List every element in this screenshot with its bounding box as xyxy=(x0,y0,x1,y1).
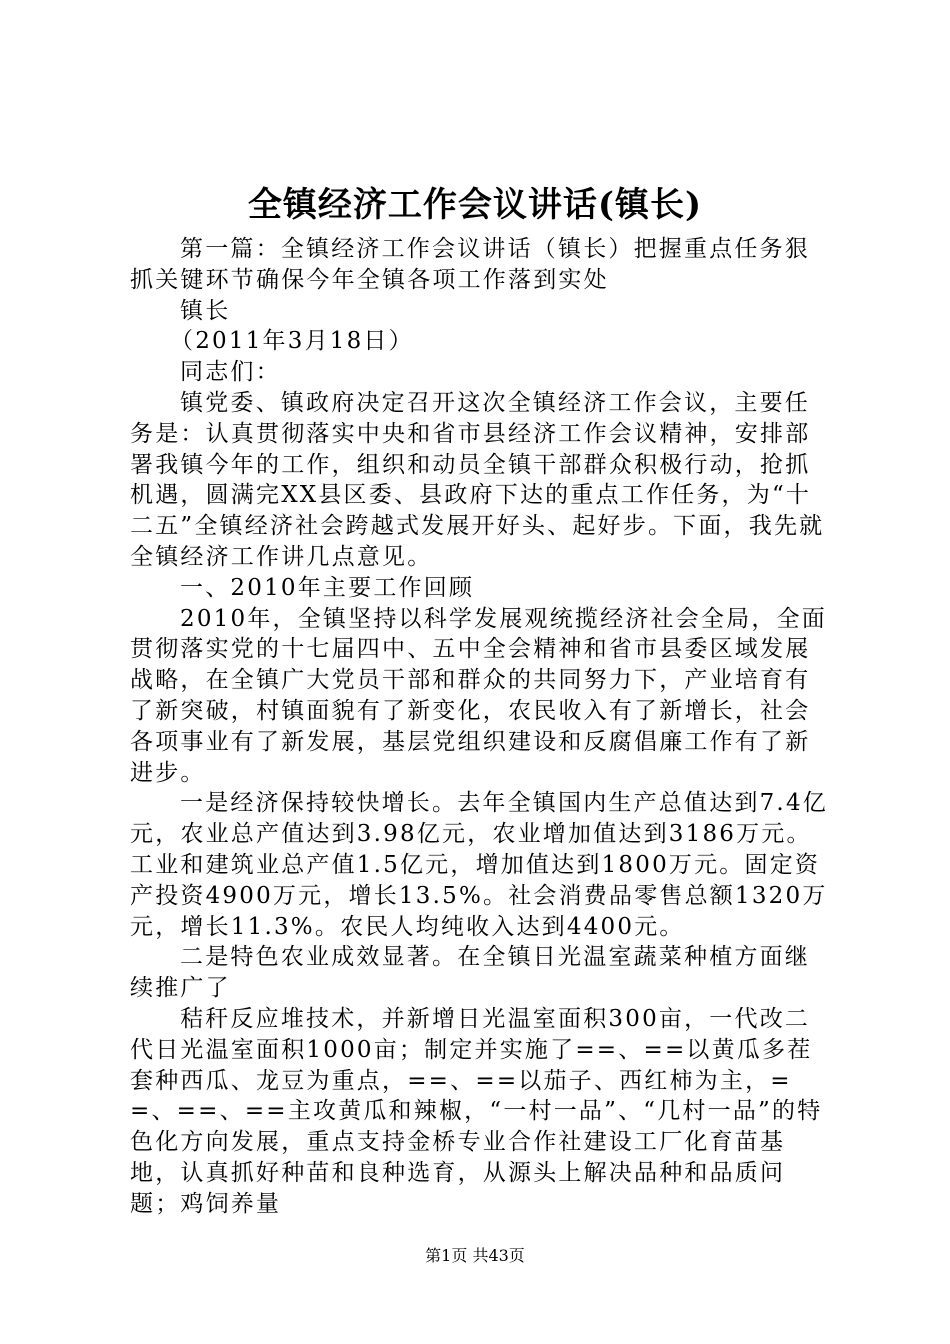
paragraph: 同志们： xyxy=(180,359,281,386)
document-title: 全镇经济工作会议讲话(镇长) xyxy=(247,185,703,225)
paragraph: 一是经济保持较快增长。去年全镇国内生产总值达到7.4亿元，农业总产值达到3.98亿元，农业增加值达到3186万元。工业和建筑业总产值1.5亿元，增加值达到1800万元。固定资产投资4900万元，增长13.5%。社会消费品零售总额1320万元，增长11.3%。农民人均纯收入达到4400元。 xyxy=(130,790,828,940)
document-body xyxy=(130,234,830,1220)
paragraph: 镇党委、镇政府决定召开这次全镇经济工作会议，主要任务是：认真贯彻落实中央和省市县经济工作会议精神，安排部署我镇今年的工作，组织和动员全镇干部群众积极行动，抢抓机遇，圆满完XX县区委、县政府下达的重点工作任务，为“十二五”全镇经济社会跨越式发展开好头、起好步。下面，我先就全镇经济工作讲几点意见。 xyxy=(130,389,825,570)
paragraph: （2011年3月18日） xyxy=(170,328,414,355)
paragraph: 镇长 xyxy=(180,297,231,324)
paragraph: 2010年，全镇坚持以科学发展观统揽经济社会全局，全面贯彻落实党的十七届四中、五中全会精神和省市县委区域发展战略，在全镇广大党员干部和群众的共同努力下，产业培育有了新突破，村镇面貌有了新变化，农民收入有了新增长，社会各项事业有了新发展，基层党组织建设和反腐倡廉工作有了新进步。 xyxy=(130,605,827,786)
paragraph: 秸秆反应堆技术，并新增日光温室面积300亩，一代改二代日光温室面积1000亩；制定并实施了==、==以黄瓜多茬套种西瓜、龙豆为重点，==、==以茄子、西红柿为主，==、==、==主攻黄瓜和辣椒，“一村一品”、“几村一品”的特色化方向发展，重点支持金桥专业合作社建设工厂化育苗基地，认真抓好种苗和良种选育，从源头上解决品种和品质问题；鸡饲养量 xyxy=(130,1005,823,1217)
paragraph: 第一篇：全镇经济工作会议讲话（镇长）把握重点任务狠抓关键环节确保今年全镇各项工作落到实处 xyxy=(130,236,810,293)
paragraph: 二是特色农业成效显著。在全镇日光温室蔬菜种植方面继续推广了 xyxy=(130,944,810,1002)
page-footer: 第1页 共43页 xyxy=(425,1246,525,1265)
section-heading: 一、2010年主要工作回顾 xyxy=(180,574,475,601)
